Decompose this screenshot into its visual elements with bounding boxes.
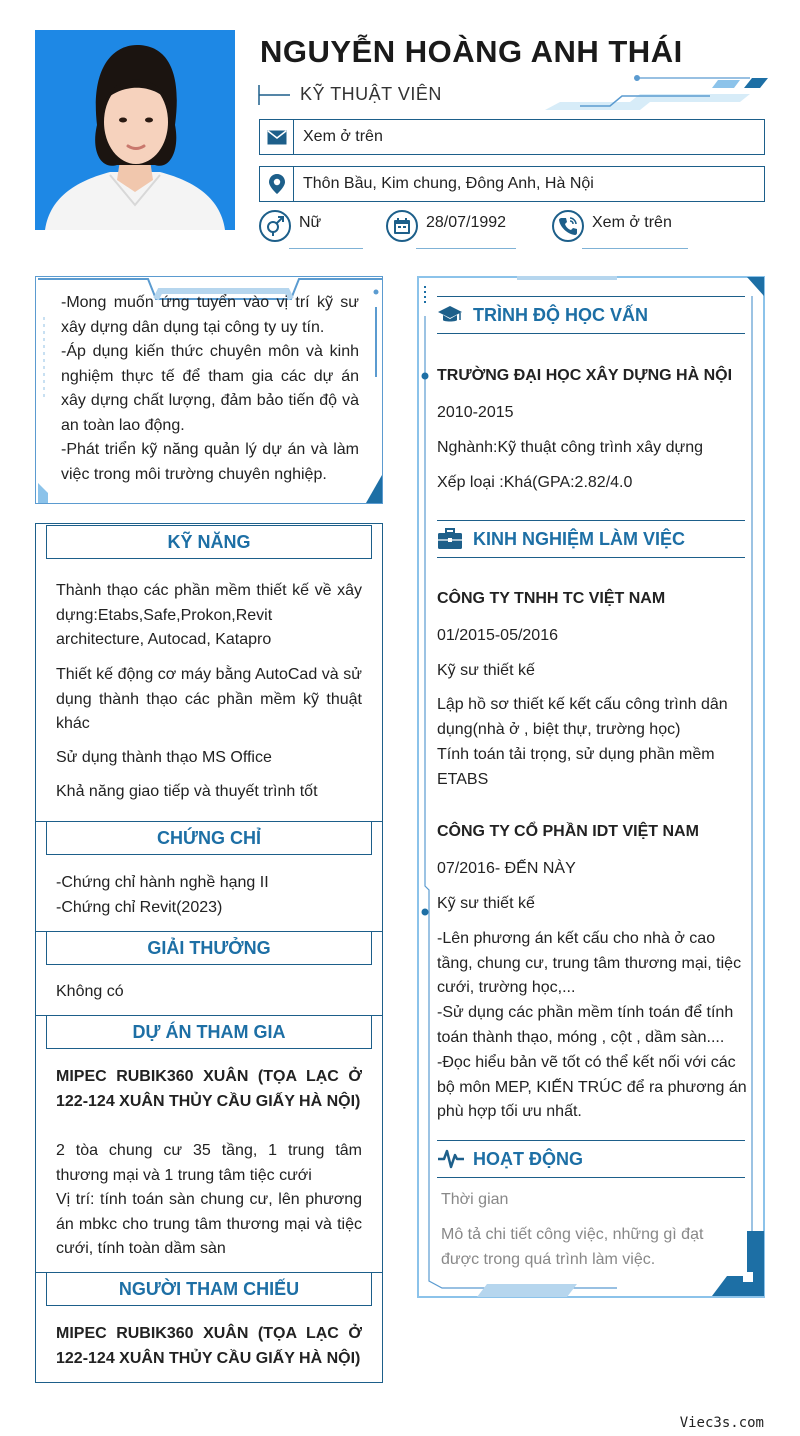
references-heading: NGƯỜI THAM CHIẾU <box>46 1272 372 1306</box>
career-objective <box>35 276 383 504</box>
graduation-cap-icon <box>437 305 471 325</box>
reference-text: MIPEC RUBIK360 XUÂN (TỌA LẠC Ở 122-124 XUÂN THỦY CẦU GIẤY HÀ NỘI) <box>56 1325 362 1367</box>
education-school: TRƯỜNG ĐẠI HỌC XÂY DỰNG HÀ NỘI <box>437 367 733 384</box>
skills-heading: KỸ NĂNG <box>46 525 372 559</box>
objective-line: -Áp dụng kiến thức chuyên môn và kinh nghiệm thực tế để tham gia các dự án xây dựng chất lượng, đảm bảo tiến độ và an toàn lao động. <box>61 343 359 434</box>
experience-title: KINH NGHIỆM LÀM VIỆC <box>473 528 686 549</box>
education-grade: Xếp loại :Khá(GPA:2.82/4.0 <box>437 474 633 491</box>
objective-line: -Phát triển kỹ năng quản lý dự án và làm việc trong môi trường chuyên nghiệp. <box>61 441 359 483</box>
objective-line: -Mong muốn ứng tuyển vào vị trí kỹ sư xây dựng dân dụng tại công ty uy tín. <box>61 294 359 336</box>
briefcase-icon <box>437 528 471 550</box>
activity-description: Mô tả chi tiết công việc, những gì đạt được trong quá trình làm việc. <box>441 1226 704 1268</box>
circuit-decoration <box>540 74 770 114</box>
job-company: CÔNG TY TNHH TC VIỆT NAM <box>437 590 666 607</box>
birthday-value: 28/07/1992 <box>426 214 507 231</box>
phone-underline <box>582 248 688 249</box>
job-title: KỸ THUẬT VIÊN <box>300 84 442 104</box>
project-role: Vị trí: tính toán sàn chung cư, lên phương án mbkc cho trung tâm thương mại và tiệc cưới, tính toàn dầm sàn <box>56 1191 362 1257</box>
profile-photo <box>35 30 235 230</box>
mail-icon <box>260 120 294 154</box>
objective-text <box>61 291 359 487</box>
certificate-item: -Chứng chỉ hành nghề hạng II <box>56 874 269 891</box>
job-position: Kỹ sư thiết kế <box>437 662 535 679</box>
birthday-underline <box>416 248 516 249</box>
project-description: 2 tòa chung cư 35 tầng, 1 trung tâm thương mại và 1 trung tâm tiệc cưới <box>56 1142 362 1184</box>
gender-value: Nữ <box>299 214 322 231</box>
calendar-icon <box>386 210 418 242</box>
activities-title: HOẠT ĐỘNG <box>473 1148 583 1169</box>
certificate-item: -Chứng chỉ Revit(2023) <box>56 899 223 916</box>
candidate-name: NGUYỄN HOÀNG ANH THÁI <box>260 34 683 69</box>
project-name: MIPEC RUBIK360 XUÂN (TỌA LẠC Ở 122-124 XUÂN THỦY CẦU GIẤY HÀ NỘI) <box>56 1068 362 1110</box>
email-row <box>259 119 765 155</box>
job-detail: -Sử dụng các phần mềm tính toán để tính toán thành thạo, móng , cột , dầm sàn.... <box>437 1004 734 1046</box>
job-detail: Tính toán tải trọng, sử dụng phần mềm ETABS <box>437 746 715 788</box>
activity-time: Thời gian <box>441 1191 509 1208</box>
skill-item: Sử dụng thành thạo MS Office <box>56 749 272 766</box>
job-period: 07/2016- ĐẾN NÀY <box>437 860 576 877</box>
pulse-icon <box>437 1148 471 1170</box>
skill-item: Thành thạo các phần mềm thiết kế về xây dựng:Etabs,Safe,Prokon,Revit architecture, Autocad, Katapro <box>56 582 362 648</box>
projects-heading: DỰ ÁN THAM GIA <box>46 1015 372 1049</box>
phone-value: Xem ở trên <box>592 214 672 231</box>
job-detail: -Lên phương án kết cấu cho nhà ở cao tầng, chung cư, trung tâm thương mại, tiệc cưới, trường học,... <box>437 930 742 996</box>
education-years: 2010-2015 <box>437 404 514 421</box>
awards-heading: GIẢI THƯỞNG <box>46 931 372 965</box>
address-value: Thôn Bầu, Kim chung, Đông Anh, Hà Nội <box>303 175 594 192</box>
left-column <box>35 523 383 1383</box>
education-title: TRÌNH ĐỘ HỌC VẤN <box>473 304 648 325</box>
skill-item: Thiết kế động cơ máy bằng AutoCad và sử dụng thành thạo các phần mềm kỹ thuật khác <box>56 666 362 732</box>
location-pin-icon <box>260 167 294 201</box>
job-company: CÔNG TY CỔ PHẦN IDT VIỆT NAM <box>437 823 699 840</box>
certificates-heading: CHỨNG CHỈ <box>46 821 372 855</box>
education-heading <box>437 296 745 334</box>
awards-text: Không có <box>56 983 124 1000</box>
job-period: 01/2015-05/2016 <box>437 627 558 644</box>
job-detail: -Đọc hiểu bản vẽ tốt có thể kết nối với các bộ môn MEP, KIẾN TRÚC để ra phương án phù hợp tối ưu nhất. <box>437 1054 747 1120</box>
right-column <box>417 276 765 1298</box>
email-value: Xem ở trên <box>303 128 383 145</box>
title-decoration-icon <box>258 82 292 108</box>
skill-item: Khả năng giao tiếp và thuyết trình tốt <box>56 783 318 800</box>
watermark: Viec3s.com <box>679 1415 764 1431</box>
activities-heading <box>437 1140 745 1178</box>
experience-heading <box>437 520 745 558</box>
gender-underline <box>289 248 363 249</box>
job-detail: Lập hồ sơ thiết kế kết cấu công trình dân dụng(nhà ở , biệt thự, trường học) <box>437 696 728 738</box>
address-row <box>259 166 765 202</box>
phone-icon <box>552 210 584 242</box>
gender-icon <box>259 210 291 242</box>
job-position: Kỹ sư thiết kế <box>437 895 535 912</box>
education-major: Nghành:Kỹ thuật công trình xây dựng <box>437 439 703 456</box>
